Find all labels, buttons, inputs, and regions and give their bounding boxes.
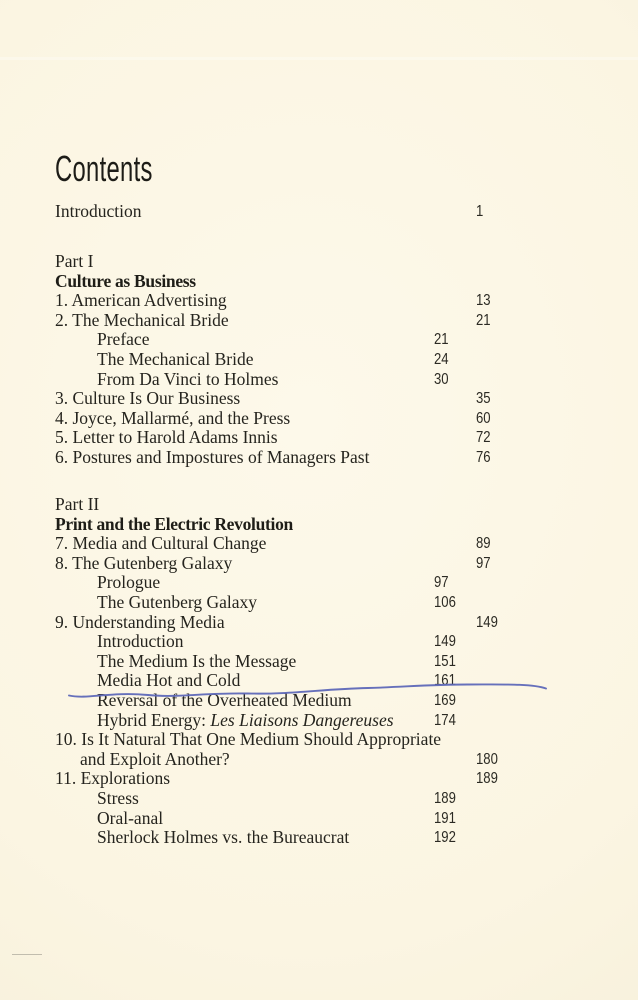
page-number: 1 xyxy=(476,203,484,220)
toc-entry xyxy=(55,789,603,809)
toc-entry xyxy=(55,593,603,613)
entry-label: The Gutenberg Galaxy xyxy=(97,591,258,612)
page-number: 174 xyxy=(434,711,456,729)
entry-label: 11. Explorations xyxy=(55,768,171,789)
page-number: 24 xyxy=(434,350,449,368)
page-number: 97 xyxy=(434,574,449,592)
page-number: 21 xyxy=(434,331,449,349)
entry-label: Stress xyxy=(97,787,139,808)
entry-label: Oral-anal xyxy=(97,807,164,828)
toc-entry xyxy=(55,350,603,370)
toc-entry xyxy=(55,632,603,652)
page-number: 13 xyxy=(476,292,491,310)
entry-label: 9. Understanding Media xyxy=(55,611,225,632)
entry-label: Introduction xyxy=(97,631,184,652)
toc-entry xyxy=(55,769,603,789)
entry-label: From Da Vinci to Holmes xyxy=(97,368,279,389)
toc-entry xyxy=(55,711,603,731)
toc-entry-annotated xyxy=(55,671,603,691)
entry-label: Preface xyxy=(97,329,150,350)
entry-label: 7. Media and Cultural Change xyxy=(55,533,267,554)
toc-entry xyxy=(55,330,603,350)
toc-entry xyxy=(55,554,603,574)
page-number: 189 xyxy=(476,770,498,788)
page-number: 180 xyxy=(476,750,498,768)
page-title: Contents xyxy=(55,148,153,190)
part-title: Print and the Electric Revolution xyxy=(55,513,293,534)
toc-entry xyxy=(55,409,603,429)
entry-label: Introduction xyxy=(55,201,142,221)
part-section-1 xyxy=(55,252,603,468)
part-title: Culture as Business xyxy=(55,270,196,291)
toc-entry xyxy=(55,202,603,222)
page-number: 149 xyxy=(476,613,498,631)
page-number: 97 xyxy=(476,554,491,572)
entry-label: 5. Letter to Harold Adams Innis xyxy=(55,427,278,448)
page-number: 169 xyxy=(434,691,456,709)
page-number: 21 xyxy=(476,311,491,329)
toc-entry xyxy=(55,613,603,633)
page-number: 72 xyxy=(476,429,491,447)
entry-label: 1. American Advertising xyxy=(55,290,227,311)
entry-label: 2. The Mechanical Bride xyxy=(55,309,229,330)
toc-entry xyxy=(55,370,603,390)
toc-entry xyxy=(55,291,603,311)
scan-light-band xyxy=(0,57,638,60)
scan-artifact-mark xyxy=(12,954,42,955)
entry-label-continuation: and Exploit Another? xyxy=(80,748,230,769)
page-number: 191 xyxy=(434,809,456,827)
toc-entry xyxy=(55,389,603,409)
toc-entry xyxy=(55,828,603,848)
page-number: 89 xyxy=(476,535,491,553)
entry-label: The Mechanical Bride xyxy=(97,348,254,369)
page-number: 149 xyxy=(434,633,456,651)
page-number: 106 xyxy=(434,593,456,611)
entry-label: Reversal of the Overheated Medium xyxy=(97,689,352,710)
entry-label: Media Hot and Cold xyxy=(97,670,241,691)
entry-label-italic: Les Liaisons Dangereuses xyxy=(210,709,394,730)
toc-entry xyxy=(55,730,603,769)
page-number: 35 xyxy=(476,390,491,408)
page-number: 161 xyxy=(434,672,456,690)
part-label: Part I xyxy=(55,251,94,271)
page-number: 60 xyxy=(476,409,491,427)
toc-entry xyxy=(55,534,603,554)
page-number: 151 xyxy=(434,652,456,670)
entry-label: Sherlock Holmes vs. the Bureaucrat xyxy=(97,827,350,848)
entry-label: 8. The Gutenberg Galaxy xyxy=(55,552,233,573)
toc-entry xyxy=(55,809,603,829)
part-section-2 xyxy=(55,495,603,848)
toc-entry xyxy=(55,428,603,448)
entry-label: 3. Culture Is Our Business xyxy=(55,388,241,409)
toc-entry xyxy=(55,691,603,711)
intro-section xyxy=(55,202,603,222)
entry-label: Hybrid Energy: Les Liaisons Dangereuses xyxy=(97,709,394,730)
toc-entry xyxy=(55,448,603,468)
entry-label: 6. Postures and Impostures of Managers Past xyxy=(55,446,370,467)
entry-label: 10. Is It Natural That One Medium Should Appropriate and Exploit Another? xyxy=(55,729,603,769)
toc-entry xyxy=(55,652,603,672)
page-number: 30 xyxy=(434,370,449,388)
toc-entry xyxy=(55,311,603,331)
part-label: Part II xyxy=(55,494,100,514)
page-number: 189 xyxy=(434,789,456,807)
entry-label: Prologue xyxy=(97,572,161,593)
entry-label: The Medium Is the Message xyxy=(97,650,297,671)
page-number: 192 xyxy=(434,829,456,847)
page-number: 76 xyxy=(476,448,491,466)
toc-entry xyxy=(55,573,603,593)
entry-label: 4. Joyce, Mallarmé, and the Press xyxy=(55,407,291,428)
